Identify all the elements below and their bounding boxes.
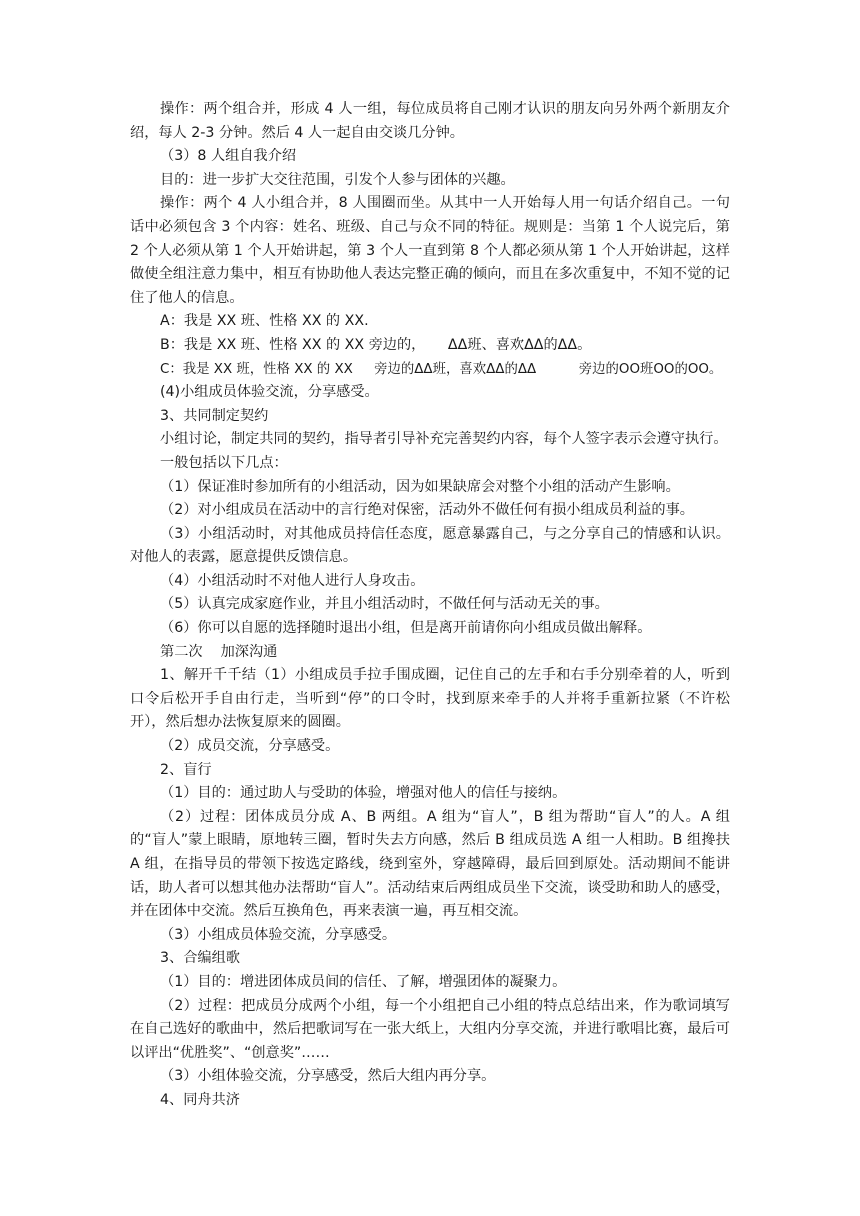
heading-blind-walk: 2、盲行 bbox=[160, 761, 212, 778]
contract-item-4: （4）小组活动时不对他人进行人身攻击。 bbox=[160, 572, 425, 589]
paragraph-member-share: （2）成员交流，分享感受。 bbox=[160, 738, 340, 755]
paragraph-blind-walk-process: （2）过程：团体成员分成 A、B 两组。A 组为“盲人”，B 组为帮助“盲人”的人。A 组的“盲人”蒙上眼睛，原地转三圈，暂时失去方向感，然后 B 组成员选 A 组一人相助。B 组搀扶 A 组，在指导员的带领下按选定路线，绕到室外，穿越障碍，最后回到原处。活动期间不能讲话，助人者可以想其他办法帮助“盲人”。活动结束后两组成员坐下交流，谈受助和助人的感受，并在团体中交流。然后互换角色，再来表演一遍，再互相交流。 bbox=[130, 808, 730, 920]
heading-contract: 3、共同制定契约 bbox=[160, 407, 269, 424]
example-line-c: C：我是 XX 班，性格 XX 的 XX 旁边的ΔΔ班，喜欢ΔΔ的ΔΔ 旁边的OO班OO的OO。 bbox=[160, 361, 723, 377]
contract-item-3: （3）小组活动时，对其他成员持信任态度，愿意暴露自己，与之分享自己的情感和认识。对他人的表露，愿意提供反馈信息。 bbox=[130, 525, 730, 566]
heading-8-person-intro: （3）8 人组自我介绍 bbox=[160, 148, 297, 165]
paragraph-purpose: 目的：进一步扩大交往范围，引发个人参与团体的兴趣。 bbox=[160, 171, 515, 188]
contract-item-6: （6）你可以自愿的选择随时退出小组，但是离开前请你向小组成员做出解释。 bbox=[160, 620, 652, 637]
paragraph-group-song-share: （3）小组体验交流，分享感受，然后大组内再分享。 bbox=[160, 1068, 496, 1085]
contract-item-5: （5）认真完成家庭作业，并且小组活动时，不做任何与活动无关的事。 bbox=[160, 596, 609, 613]
paragraph-group-song-process: （2）过程：把成员分成两个小组，每一个小组把自己小组的特点总结出来，作为歌词填写在自己选好的歌曲中，然后把歌词写在一张大纸上，大组内分享交流，并进行歌唱比赛，最后可以评出“优胜奖”、“创意奖”…… bbox=[130, 997, 730, 1061]
paragraph-operation-8-person: 操作：两个 4 人小组合并，8 人围圈而坐。从其中一人开始每人用一句话介绍自己。一句话中必须包含 3 个内容：姓名、班级、自己与众不同的特征。规则是：当第 1 个人说完后，第 2 个人必须从第 1 个人开始讲起，第 3 个人一直到第 8 个人都必须从第 1 个人开始讲起，这样做使全组注意力集中，相互有协助他人表达完整正确的倾向，而且在多次重复中，不知不觉的记住了他人的信息。 bbox=[130, 195, 730, 306]
heading-session-two: 第二次 加深沟通 bbox=[160, 643, 278, 660]
paragraph-operation-4-person: 操作：两个组合并，形成 4 人一组，每位成员将自己刚才认识的朋友向另外两个新朋友介绍，每人 2-3 分钟。然后 4 人一起自由交谈几分钟。 bbox=[130, 101, 730, 141]
document-page bbox=[130, 98, 730, 1113]
paragraph-blind-walk-purpose: （1）目的：通过助人与受助的体验，增强对他人的信任与接纳。 bbox=[160, 785, 567, 802]
paragraph-untie-knots: 1、解开千千结（1）小组成员手拉手围成圈，记住自己的左手和右手分别牵着的人，听到口令后松开手自由行走，当听到“停”的口令时，找到原来牵手的人并将手重新拉紧（不许松开），然后想办法恢复原来的圆圈。 bbox=[130, 667, 730, 731]
example-line-a: A：我是 XX 班、性格 XX 的 XX. bbox=[160, 313, 369, 330]
heading-group-song: 3、合编组歌 bbox=[160, 950, 240, 967]
paragraph-group-song-purpose: （1）目的：增进团体成员间的信任、了解，增强团体的凝聚力。 bbox=[160, 973, 567, 990]
example-line-b: B：我是 XX 班、性格 XX 的 XX 旁边的， ΔΔ班、喜欢ΔΔ的ΔΔ。 bbox=[160, 336, 592, 353]
paragraph-share-4: (4)小组成员体验交流，分享感受。 bbox=[160, 384, 379, 401]
heading-same-boat: 4、同舟共济 bbox=[160, 1091, 240, 1108]
contract-item-2: （2）对小组成员在活动中的言行绝对保密，活动外不做任何有损小组成员利益的事。 bbox=[160, 502, 694, 519]
contract-item-1: （1）保证准时参加所有的小组活动，因为如果缺席会对整个小组的活动产生影响。 bbox=[160, 478, 680, 495]
paragraph-generally-includes: 一般包括以下几点： bbox=[160, 454, 288, 471]
paragraph-contract-discussion: 小组讨论，制定共同的契约，指导者引导补充完善契约内容，每个人签字表示会遵守执行。 bbox=[160, 431, 728, 448]
paragraph-blind-walk-share: （3）小组成员体验交流，分享感受。 bbox=[160, 926, 397, 943]
